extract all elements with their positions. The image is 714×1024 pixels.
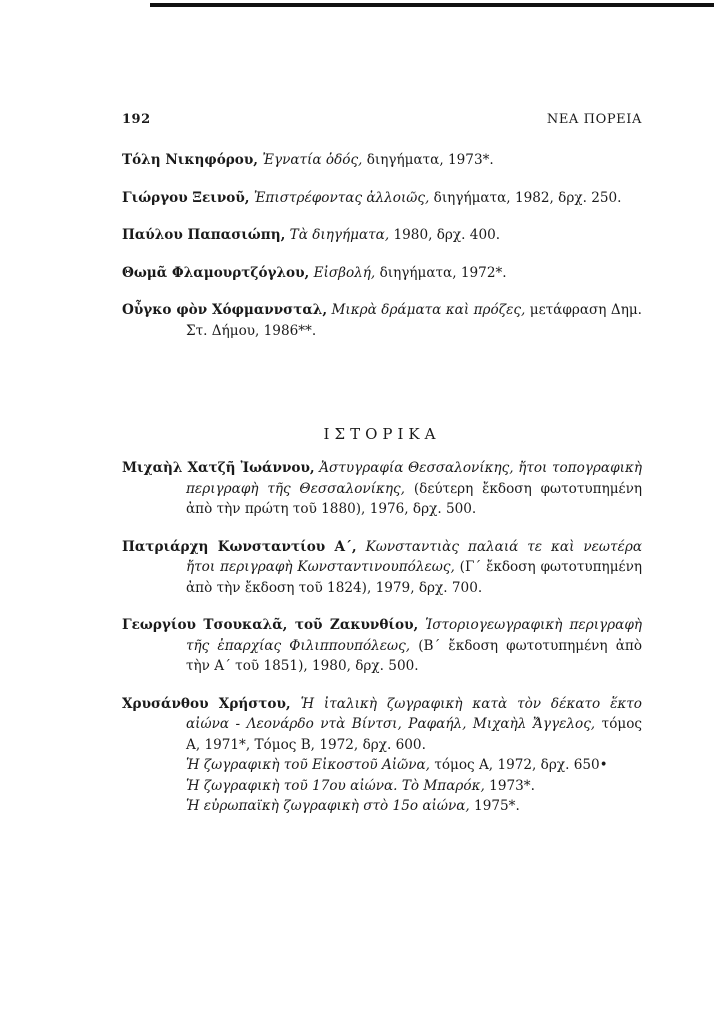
entry-details: (δεύτερη ἔκδοση φωτοτυπημένη ἀπὸ τὴν πρώτη τοῦ 1880), 1976, δρχ. 500. — [186, 480, 642, 517]
entry-details: (Γ΄ ἔκδοση φωτοτυπημένη ἀπὸ τὴν ἔκδοση τοῦ 1824), 1979, δρχ. 700. — [186, 559, 642, 596]
running-title: ΝΕΑ ΠΟΡΕΙΑ — [546, 112, 642, 127]
bibliography-entry — [122, 300, 642, 341]
bibliography-entry — [122, 694, 642, 756]
entry-title: Ἀστυγραφία Θεσσαλονίκης, ἤτοι τοπογραφικὴ περιγραφὴ τῆς Θεσσαλονίκης, — [186, 460, 642, 497]
entry-author: Οὖγκο φὸν Χόφμαννσταλ, — [122, 302, 328, 318]
page-header — [122, 112, 642, 127]
top-rule — [150, 3, 714, 7]
entry-details: τόμος Α, 1971*, Τόμος Β, 1972, δρχ. 600. — [186, 716, 643, 753]
bibliography-section-historic — [122, 458, 642, 817]
entry-title: Ἐπιστρέφοντας ἀλλοιῶς, — [253, 189, 430, 206]
entry-details: 1980, δρχ. 400. — [393, 227, 501, 243]
entry-continuation-list — [122, 755, 642, 817]
entry-title: Ἐγνατία ὁδός, — [262, 152, 363, 168]
entry-details: 1975*. — [474, 798, 520, 814]
bibliography-entry — [122, 615, 642, 677]
continuation-line — [122, 755, 642, 776]
entry-author: Παύλου Παπασιώπη, — [122, 227, 286, 243]
section-heading: ΙΣΤΟΡΙΚΑ — [323, 425, 441, 443]
entry-title: Ἡ εὐρωπαϊκὴ ζωγραφικὴ στὸ 15ο αἰώνα, — [186, 798, 470, 814]
entry-author: Γεωργίου Τσουκαλᾶ, τοῦ Ζακυνθίου, — [122, 617, 419, 633]
bibliography-entry — [122, 458, 642, 520]
entry-details: διηγήματα, 1972*. — [379, 264, 507, 281]
entry-title: Ἡ ζωγραφικὴ τοῦ Εἰκοστοῦ Αἰῶνα, — [186, 757, 430, 773]
entry-title: Ἡ ζωγραφικὴ τοῦ 17ου αἰώνα. Τὸ Μπαρόκ, — [186, 777, 485, 794]
bibliography-entry — [122, 150, 642, 171]
bibliography-entry — [122, 188, 642, 209]
entry-author: Γιώργου Ξεινοῦ, — [122, 189, 250, 206]
entry-author: Πατριάρχη Κωνσταντίου Α΄, — [122, 538, 357, 555]
entry-details: διηγήματα, 1973*. — [366, 152, 494, 168]
entry-details: (Β΄ ἔκδοση φωτοτυπημένη ἀπὸ τὴν Α΄ τοῦ 1851), 1980, δρχ. 500. — [186, 637, 642, 674]
bibliography-entry — [122, 537, 642, 599]
entry-author: Θωμᾶ Φλαμουρτζόγλου, — [122, 264, 310, 281]
entry-details: διηγήματα, 1982, δρχ. 250. — [433, 189, 622, 206]
entry-details: μετάφραση Δημ. Στ. Δήμου, 1986**. — [186, 302, 642, 339]
entry-title: Κωνσταντιὰς παλαιά τε καὶ νεωτέρα ἤτοι περιγραφὴ Κωνσταντινουπόλεως, — [186, 538, 642, 575]
entry-title: Ἡ ἰταλικὴ ζωγραφικὴ κατὰ τὸν δέκατο ἕκτο αἰώνα - Λεονάρδο ντὰ Βίντσι, Ραφαήλ, Μιχαὴλ Ἄγγελος, — [186, 695, 642, 732]
entry-title: Μικρὰ δράματα καὶ πρόζες, — [331, 302, 526, 318]
entry-title: Τὰ διηγήματα, — [289, 227, 390, 243]
entry-title: Ἱστοριογεωγραφικὴ περιγραφὴ τῆς ἐπαρχίας Φιλιππουπόλεως, — [186, 617, 642, 654]
entry-author: Τόλη Νικηφόρου, — [122, 152, 259, 168]
entry-author: Χρυσάνθου Χρήστου, — [122, 695, 291, 712]
bibliography-section-stories — [122, 150, 642, 358]
bibliography-entry — [122, 225, 642, 246]
continuation-line — [122, 796, 642, 817]
entry-author: Μιχαὴλ Χατζῆ Ἰωάννου, — [122, 460, 315, 476]
bibliography-entry — [122, 263, 642, 284]
entry-details: τόμος Α, 1972, δρχ. 650• — [434, 757, 608, 773]
entry-details: 1973*. — [489, 777, 535, 794]
page-number: 192 — [122, 112, 151, 127]
continuation-line — [122, 776, 642, 797]
entry-title: Εἰσβολή, — [313, 264, 376, 281]
